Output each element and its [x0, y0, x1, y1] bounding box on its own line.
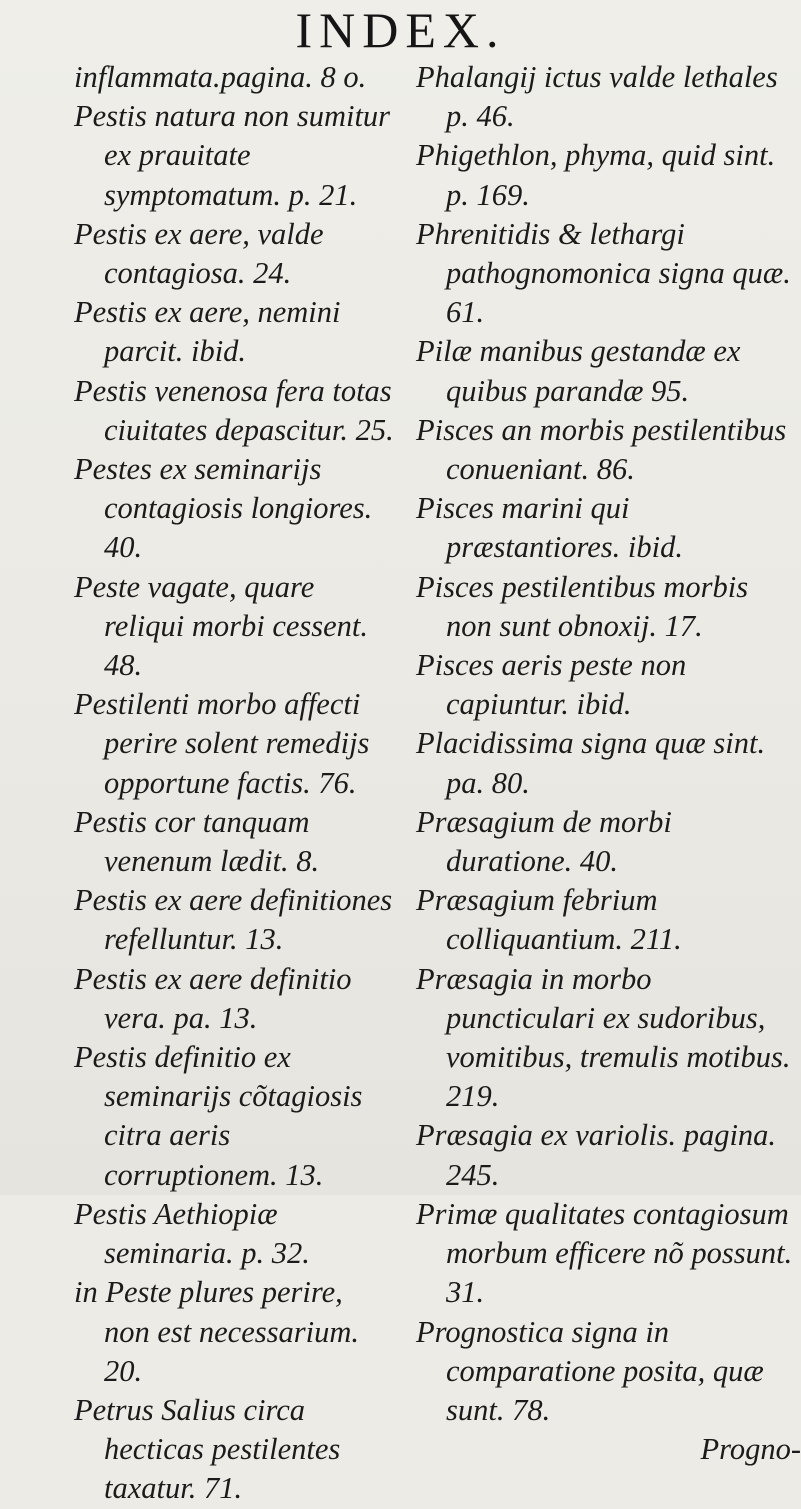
- index-entry: Pestes ex seminarijs contagiosis longiores. 40.: [74, 452, 373, 565]
- index-entry: Pestis cor tanquam venenum lædit. 8.: [74, 804, 320, 879]
- index-entry: Præsagium febrium colliquantium. 211.: [416, 883, 682, 957]
- index-entry: Pestilenti morbo affecti perire solent remedijs opportune factis. 76.: [74, 687, 370, 800]
- index-entry: in Peste plures perire, non est necessarium. 20.: [74, 1275, 359, 1388]
- index-entry: Pisces pestilentibus morbis non sunt obnoxij. 17.: [416, 569, 749, 643]
- index-entry: Præsagia ex variolis. pagina. 245.: [416, 1118, 777, 1192]
- index-entry: Phrenitidis & lethargi pathognomonica signa quæ. 61.: [416, 216, 791, 330]
- index-entry: Phalangij ictus valde lethales p. 46.: [416, 60, 778, 134]
- index-entry: Prognostica signa in comparatione posita, quæ sunt. 78.: [416, 1314, 764, 1427]
- index-entry: Pestis ex aere, nemini parcit. ibid.: [74, 295, 341, 369]
- index-entry: Petrus Salius circa hecticas pestilentes taxatur. 71.: [74, 1392, 341, 1506]
- index-entry: Peste vagate, quare reliqui morbi cessent. 48.: [74, 569, 369, 683]
- right-column: [416, 58, 801, 1469]
- left-column: [74, 58, 394, 1509]
- index-entry: Pilæ manibus gestandæ ex quibus parandæ 95.: [416, 334, 741, 408]
- index-entry: inflammata.pagina. 8 o.: [74, 60, 367, 94]
- index-entry: Pestis venenosa fera totas ciuitates depascitur. 25.: [74, 373, 394, 447]
- index-entry: Pestis natura non sumitur ex prauitate symptomatum. p. 21.: [74, 99, 391, 212]
- index-entry: Pisces aeris peste non capiuntur. ibid.: [416, 648, 687, 722]
- catchword: Progno-: [700, 1432, 801, 1467]
- index-entry: Placidissima signa quæ sint. pa. 80.: [416, 726, 766, 800]
- index-entry: Phigethlon, phyma, quid sint. p. 169.: [416, 138, 776, 212]
- index-entry: Pestis Aethiopiæ seminaria. p. 32.: [74, 1196, 310, 1271]
- index-entry: Pestis definitio ex seminarijs cõtagiosis citra aeris corruptionem. 13.: [74, 1040, 363, 1192]
- index-entry: Pisces marini qui præstantiores. ibid.: [416, 491, 683, 565]
- index-entry: Primæ qualitates contagiosum morbum efficere nõ possunt. 31.: [416, 1196, 793, 1310]
- index-entry: Præsagium de morbi duratione. 40.: [416, 804, 672, 879]
- index-entry: Pestis ex aere definitiones refelluntur. 13.: [74, 883, 393, 957]
- index-entry: Pestis ex aere definitio vera. pa. 13.: [74, 961, 352, 1035]
- index-header: INDEX.: [295, 2, 506, 58]
- index-entry: Præsagia in morbo puncticulari ex sudoribus, vomitibus, tremulis motibus. 219.: [416, 961, 791, 1114]
- index-entry: Pisces an morbis pestilentibus conueniant. 86.: [416, 412, 787, 487]
- index-entry: Pestis ex aere, valde contagiosa. 24.: [74, 216, 324, 291]
